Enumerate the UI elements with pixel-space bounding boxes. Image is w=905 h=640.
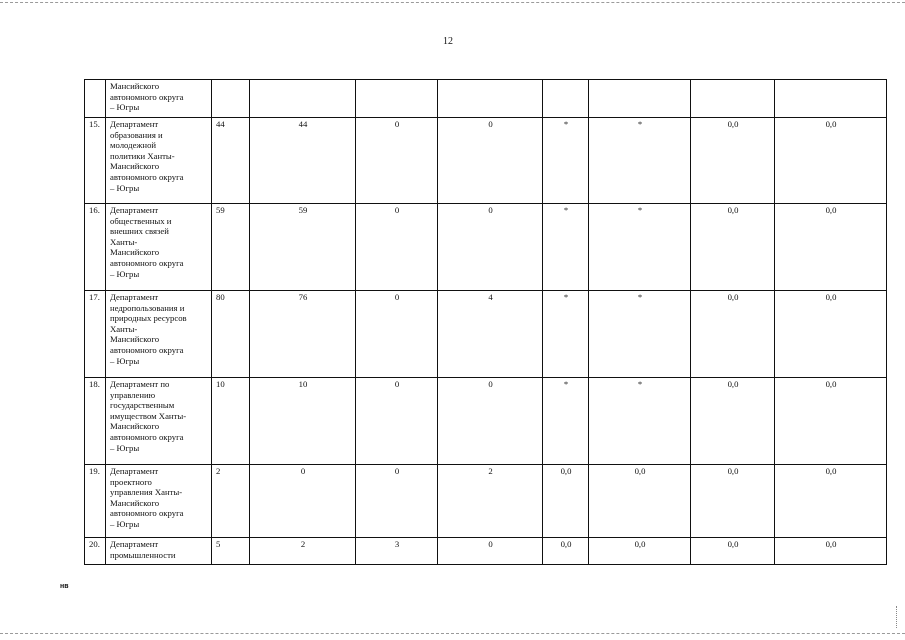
department-name: Департамент проектного управления Ханты- Мансийского автономного округа – Югры <box>106 465 212 538</box>
value-cell-3: 0 <box>356 378 438 465</box>
table-row <box>85 465 887 538</box>
table-row <box>85 291 887 378</box>
value-cell-1 <box>212 80 250 118</box>
value-cell-4: 0 <box>438 378 543 465</box>
value-cell-1: 59 <box>212 204 250 291</box>
value-cell-8: 0,0 <box>775 538 887 565</box>
value-cell-1: 5 <box>212 538 250 565</box>
value-cell-7: 0,0 <box>691 378 775 465</box>
table-body <box>85 80 887 565</box>
row-number: 20. <box>85 538 106 565</box>
value-cell-3: 0 <box>356 118 438 204</box>
table-row <box>85 80 887 118</box>
value-cell-6: * <box>589 378 691 465</box>
department-name: Департамент промышленности <box>106 538 212 565</box>
value-cell-3 <box>356 80 438 118</box>
value-cell-1: 44 <box>212 118 250 204</box>
department-name: Мансийского автономного округа – Югры <box>106 80 212 118</box>
value-cell-2 <box>250 80 356 118</box>
value-cell-5: * <box>543 378 589 465</box>
value-cell-5: 0,0 <box>543 538 589 565</box>
scan-mark <box>896 606 897 628</box>
department-name: Департамент по управлению государственным имуществом Ханты- Мансийского автономного округа – Югры <box>106 378 212 465</box>
value-cell-1: 80 <box>212 291 250 378</box>
value-cell-8 <box>775 80 887 118</box>
value-cell-5: * <box>543 118 589 204</box>
value-cell-7: 0,0 <box>691 118 775 204</box>
value-cell-3: 0 <box>356 291 438 378</box>
value-cell-1: 10 <box>212 378 250 465</box>
scan-border-bottom <box>0 633 905 634</box>
page-number: 12 <box>443 36 453 47</box>
row-number: 15. <box>85 118 106 204</box>
value-cell-6: 0,0 <box>589 538 691 565</box>
value-cell-8: 0,0 <box>775 118 887 204</box>
department-name: Департамент образования и молодежной политики Ханты- Мансийского автономного округа – Югры <box>106 118 212 204</box>
row-number <box>85 80 106 118</box>
department-name: Департамент недропользования и природных ресурсов Ханты- Мансийского автономного округа – Югры <box>106 291 212 378</box>
value-cell-6: * <box>589 118 691 204</box>
value-cell-6: * <box>589 291 691 378</box>
value-cell-5: * <box>543 204 589 291</box>
value-cell-2: 2 <box>250 538 356 565</box>
value-cell-7: 0,0 <box>691 291 775 378</box>
value-cell-2: 76 <box>250 291 356 378</box>
value-cell-8: 0,0 <box>775 204 887 291</box>
value-cell-8: 0,0 <box>775 291 887 378</box>
value-cell-1: 2 <box>212 465 250 538</box>
value-cell-4: 4 <box>438 291 543 378</box>
row-number: 18. <box>85 378 106 465</box>
value-cell-2: 59 <box>250 204 356 291</box>
row-number: 19. <box>85 465 106 538</box>
value-cell-3: 0 <box>356 465 438 538</box>
value-cell-6: 0,0 <box>589 465 691 538</box>
table-row <box>85 538 887 565</box>
value-cell-5: * <box>543 291 589 378</box>
value-cell-7: 0,0 <box>691 538 775 565</box>
scan-border-top <box>0 2 905 3</box>
value-cell-4: 2 <box>438 465 543 538</box>
value-cell-4: 0 <box>438 204 543 291</box>
value-cell-2: 10 <box>250 378 356 465</box>
value-cell-8: 0,0 <box>775 378 887 465</box>
row-number: 16. <box>85 204 106 291</box>
value-cell-7: 0,0 <box>691 465 775 538</box>
value-cell-3: 0 <box>356 204 438 291</box>
value-cell-4: 0 <box>438 538 543 565</box>
value-cell-7: 0,0 <box>691 204 775 291</box>
value-cell-7 <box>691 80 775 118</box>
value-cell-5: 0,0 <box>543 465 589 538</box>
value-cell-6 <box>589 80 691 118</box>
table-row <box>85 118 887 204</box>
value-cell-5 <box>543 80 589 118</box>
department-name: Департамент общественных и внешних связей Ханты- Мансийского автономного округа – Югры <box>106 204 212 291</box>
row-number: 17. <box>85 291 106 378</box>
value-cell-6: * <box>589 204 691 291</box>
value-cell-8: 0,0 <box>775 465 887 538</box>
footer-code: нв <box>60 583 69 590</box>
table-row <box>85 378 887 465</box>
value-cell-2: 0 <box>250 465 356 538</box>
table-row <box>85 204 887 291</box>
value-cell-3: 3 <box>356 538 438 565</box>
value-cell-4: 0 <box>438 118 543 204</box>
value-cell-2: 44 <box>250 118 356 204</box>
value-cell-4 <box>438 80 543 118</box>
data-table <box>84 79 887 565</box>
